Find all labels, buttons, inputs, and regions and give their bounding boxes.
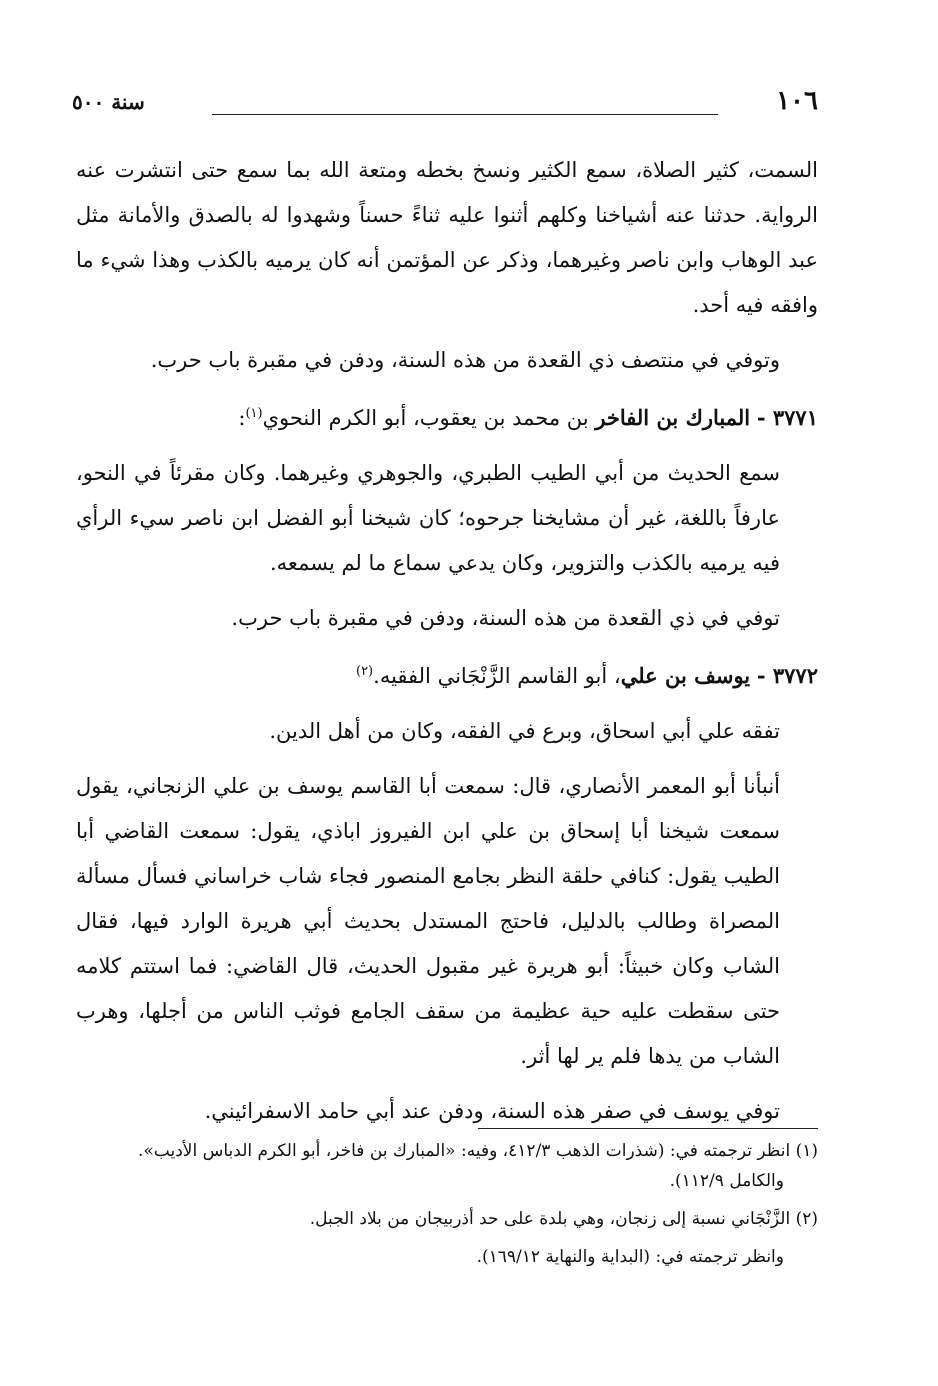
paragraph: توفي يوسف في صفر هذه السنة، ودفن عند أبي حامد الاسفرائيني. (204, 1099, 780, 1123)
footnote-2: (٢) الزَّنْجَاني نسبة إلى زنجان، وهي بلدة على حد أذربيجان من بلاد الجبل. (309, 1209, 818, 1229)
entry-lineage: ، أبو القاسم الزَّنْجَاني الفقيه (379, 664, 621, 688)
biography-entry-3771 (76, 395, 818, 441)
paragraph: وتوفي في منتصف ذي القعدة من هذه السنة، ودفن في مقبرة باب حرب. (150, 348, 780, 372)
footnotes (76, 1136, 818, 1272)
paragraph: سمع الحديث من أبي الطيب الطبري، والجوهري وغيرهما. وكان مقرئاً في النحو، عارفاً باللغة، غير أن مشايخنا جرحوه؛ كان شيخنا أبو الفضل ابن ناصر سيء الرأي فيه يرميه بالكذب والتزوير، وكان يدعي سماع ما لم يسمعه. (76, 461, 780, 575)
footnote-rule (478, 1128, 818, 1129)
main-text (76, 148, 818, 1134)
entry-number: ٣٧٧٢ - (756, 663, 818, 688)
page-header (72, 86, 818, 122)
paragraph: تفقه علي أبي اسحاق، وبرع في الفقه، وكان من أهل الدين. (269, 719, 780, 743)
entry-name: المبارك بن الفاخر (595, 405, 751, 430)
entry-name: يوسف بن علي (620, 663, 751, 688)
paragraph: توفي في ذي القعدة من هذه السنة، ودفن في مقبرة باب حرب. (231, 606, 780, 630)
running-title: سنة ٥٠٠ (72, 90, 145, 114)
entry-lineage: بن محمد بن يعقوب، أبو الكرم النحوي (262, 406, 589, 430)
footnote-1-continuation: والكامل ١١٢/٩). (669, 1171, 784, 1191)
entry-number: ٣٧٧١ - (756, 405, 818, 430)
footnote-ref: (٢) (355, 664, 374, 679)
entry-end: : (238, 406, 246, 430)
entry-end: . (373, 664, 380, 688)
biography-entry-3772 (76, 653, 818, 699)
footnote-1: (١) انظر ترجمته في: (شذرات الذهب ٤١٢/٣، وفيه: «المبارك بن فاخر، أبو الكرم الدباس الأديب». (137, 1141, 818, 1161)
paragraph: السمت، كثير الصلاة، سمع الكثير ونسخ بخطه ومتعة الله بما سمع حتى انتشرت عنه الرواية. حدثنا عنه أشياخنا وكلهم أثنوا عليه ثناءً حسناً وشهدوا له بالصدق والأمانة مثل عبد الوهاب وابن ناصر وغيرهما، وذكر عن المؤتمن أنه كان يرميه بالكذب وهذا شيء ما وافقه فيه أحد. (76, 158, 818, 317)
footnote-2-continuation: وانظر ترجمته في: (البداية والنهاية ١٦٩/١٢). (476, 1247, 784, 1267)
page-number: ١٠٦ (776, 86, 818, 116)
footnote-ref: (١) (245, 406, 263, 421)
header-rule (212, 114, 718, 115)
paragraph: أنبأنا أبو المعمر الأنصاري، قال: سمعت أبا القاسم يوسف بن علي الزنجاني، يقول سمعت شيخنا أبا إسحاق بن علي ابن الفيروز اباذي، يقول: سمعت القاضي أبا الطيب يقول: كنافي حلقة النظر بجامع المنصور فجاء شاب خراساني فسأل مسألة المصراة وطالب بالدليل، فاحتج المستدل بحديث أبي هريرة الوارد فيها، فقال الشاب وكان خبيثاً: أبو هريرة غير مقبول الحديث، قال القاضي: فما استتم كلامه حتى سقطت عليه حية عظيمة من سقف الجامع فوثب الناس من أجلها، وهرب الشاب من يدها فلم ير لها أثر. (76, 774, 780, 1068)
